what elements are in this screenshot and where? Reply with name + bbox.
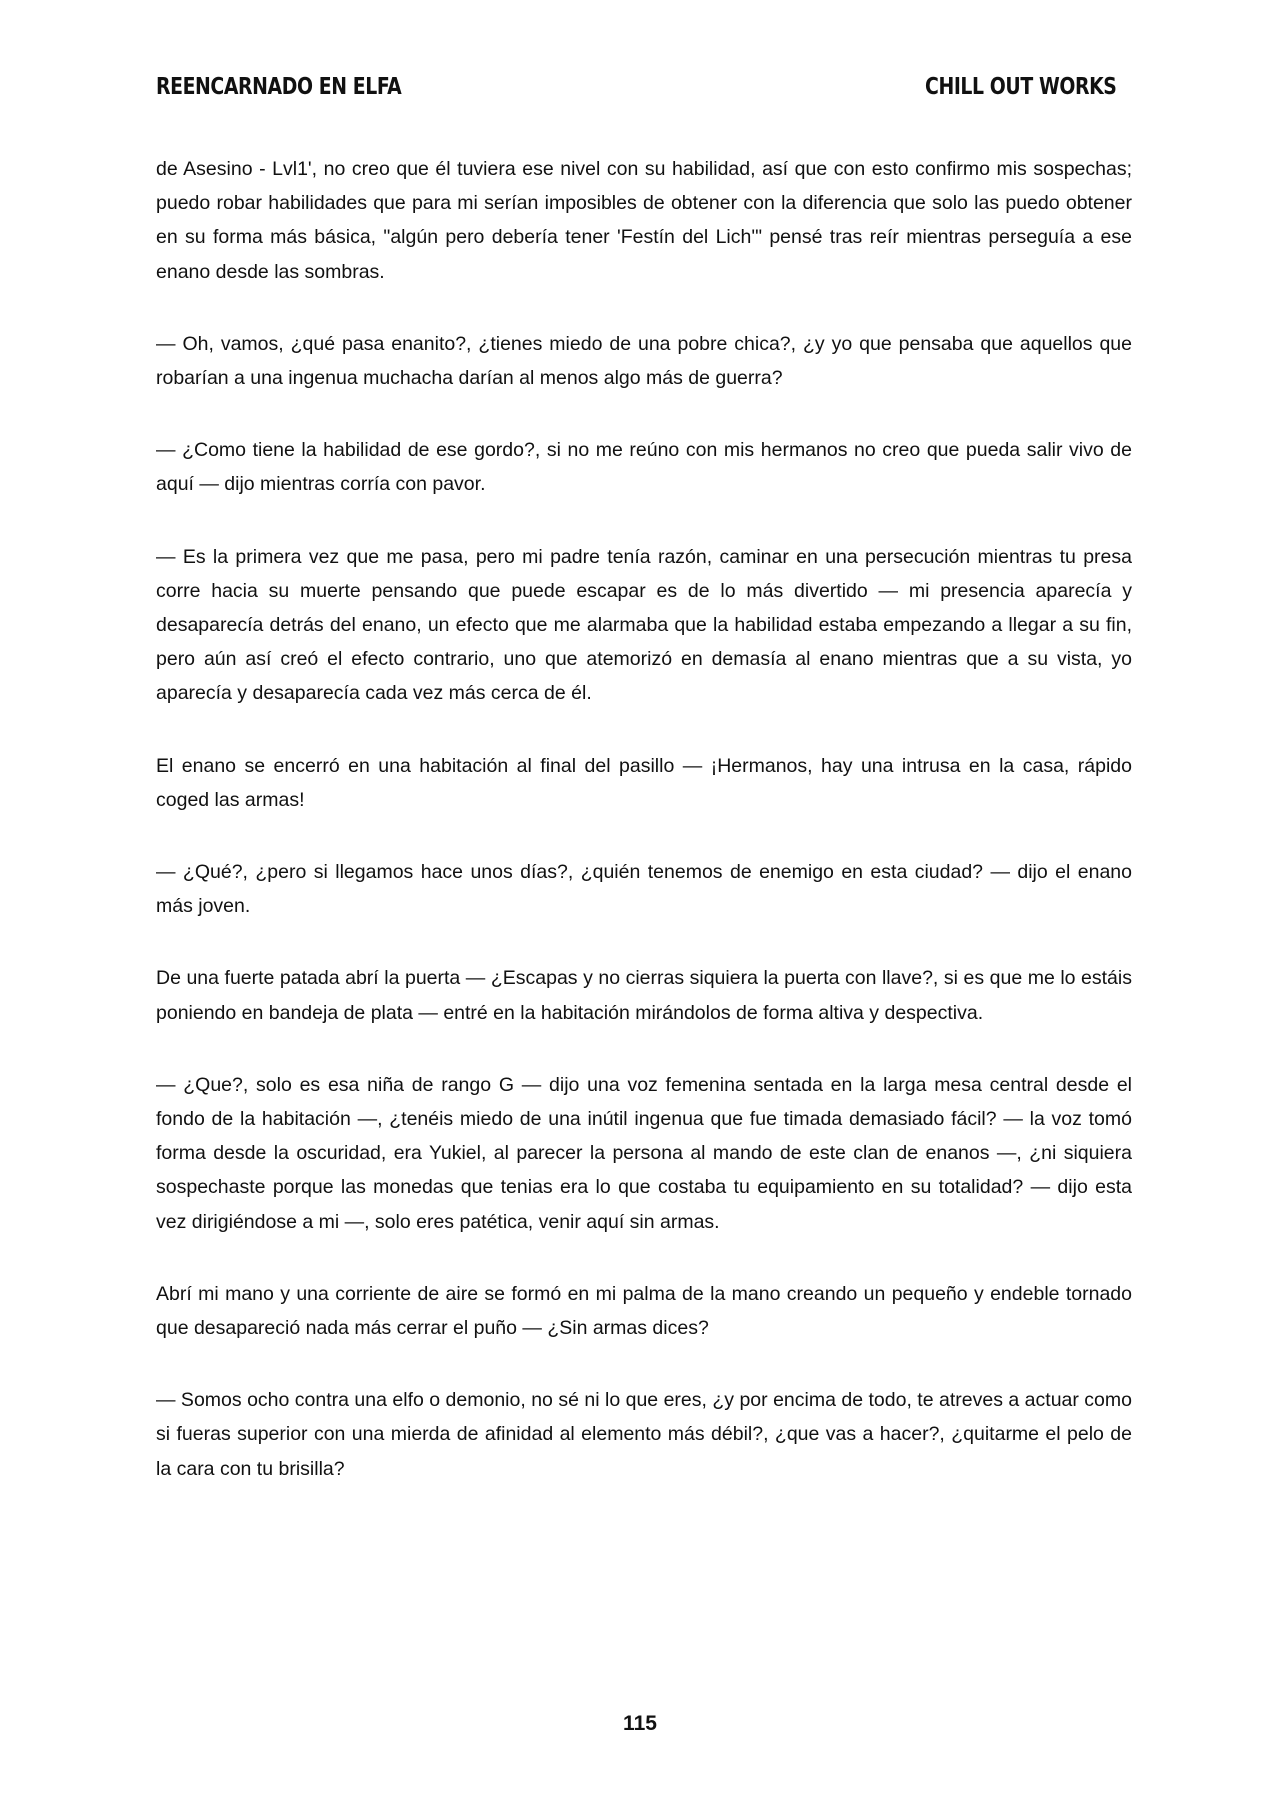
publisher-name: CHILL OUT WORKS	[924, 74, 1116, 100]
paragraph: — ¿Que?, solo es esa niña de rango G — dijo una voz femenina sentada en la larga mesa central desde el fondo de la habitación —, ¿tenéis miedo de una inútil ingenua que fue timada demasiado fácil? — la voz tomó forma desde la oscuridad, era Yukiel, al parecer la persona al mando de este clan de enanos —, ¿ni siquiera sospechaste porque las monedas que tenias era lo que costaba tu equipamiento en su totalidad? — dijo esta vez dirigiéndose a mi —, solo eres patética, venir aquí sin armas.	[156, 1073, 1132, 1233]
paragraph: — ¿Qué?, ¿pero si llegamos hace unos días?, ¿quién tenemos de enemigo en esta ciudad? — dijo el enano más joven.	[156, 861, 1132, 918]
paragraph: — Oh, vamos, ¿qué pasa enanito?, ¿tienes miedo de una pobre chica?, ¿y yo que pensaba que aquellos que robarían a una ingenua muchacha darían al menos algo más de guerra?	[156, 332, 1132, 390]
page-number: 115	[623, 1712, 657, 1735]
paragraph: — ¿Como tiene la habilidad de ese gordo?, si no me reúno con mis hermanos no creo que pueda salir vivo de aquí — dijo mientras corría con pavor.	[156, 439, 1132, 496]
paragraph: El enano se encerró en una habitación al final del pasillo — ¡Hermanos, hay una intrusa en la casa, rápido coged las armas!	[156, 754, 1132, 811]
paragraph: — Es la primera vez que me pasa, pero mi padre tenía razón, caminar en una persecución mientras tu presa corre hacia su muerte pensando que puede escapar es de lo más divertido — mi presencia aparecía y desaparecía detrás del enano, un efecto que me alarmaba que la habilidad estaba empezando a llegar a su fin, pero aún así creó el efecto contrario, uno que atemorizó en demasía al enano mientras que a su vista, yo aparecía y desaparecía cada vez más cerca de él.	[156, 545, 1132, 705]
book-title: REENCARNADO EN ELFA	[156, 74, 402, 100]
paragraph: Abrí mi mano y una corriente de aire se formó en mi palma de la mano creando un pequeño y endeble tornado que desapareció nada más cerrar el puño — ¿Sin armas dices?	[156, 1282, 1132, 1340]
body-text	[156, 152, 1132, 1524]
paragraph: de Asesino - Lvl1', no creo que él tuviera ese nivel con su habilidad, así que con esto confirmo mis sospechas; puedo robar habilidades que para mi serían imposibles de obtener con la diferencia que solo las puedo obtener en su forma más básica, "algún pero debería tener 'Festín del Lich'" pensé tras reír mientras perseguía a ese enano desde las sombras.	[156, 158, 1132, 283]
page-header	[156, 74, 1116, 110]
paragraph: De una fuerte patada abrí la puerta — ¿Escapas y no cierras siquiera la puerta con llave?, si es que me lo estáis poniendo en bandeja de plata — entré en la habitación mirándolos de forma altiva y despectiva.	[156, 967, 1132, 1024]
paragraph: — Somos ocho contra una elfo o demonio, no sé ni lo que eres, ¿y por encima de todo, te atreves a actuar como si fueras superior con una mierda de afinidad al elemento más débil?, ¿que vas a hacer?, ¿quitarme el pelo de la cara con tu brisilla?	[156, 1389, 1132, 1480]
